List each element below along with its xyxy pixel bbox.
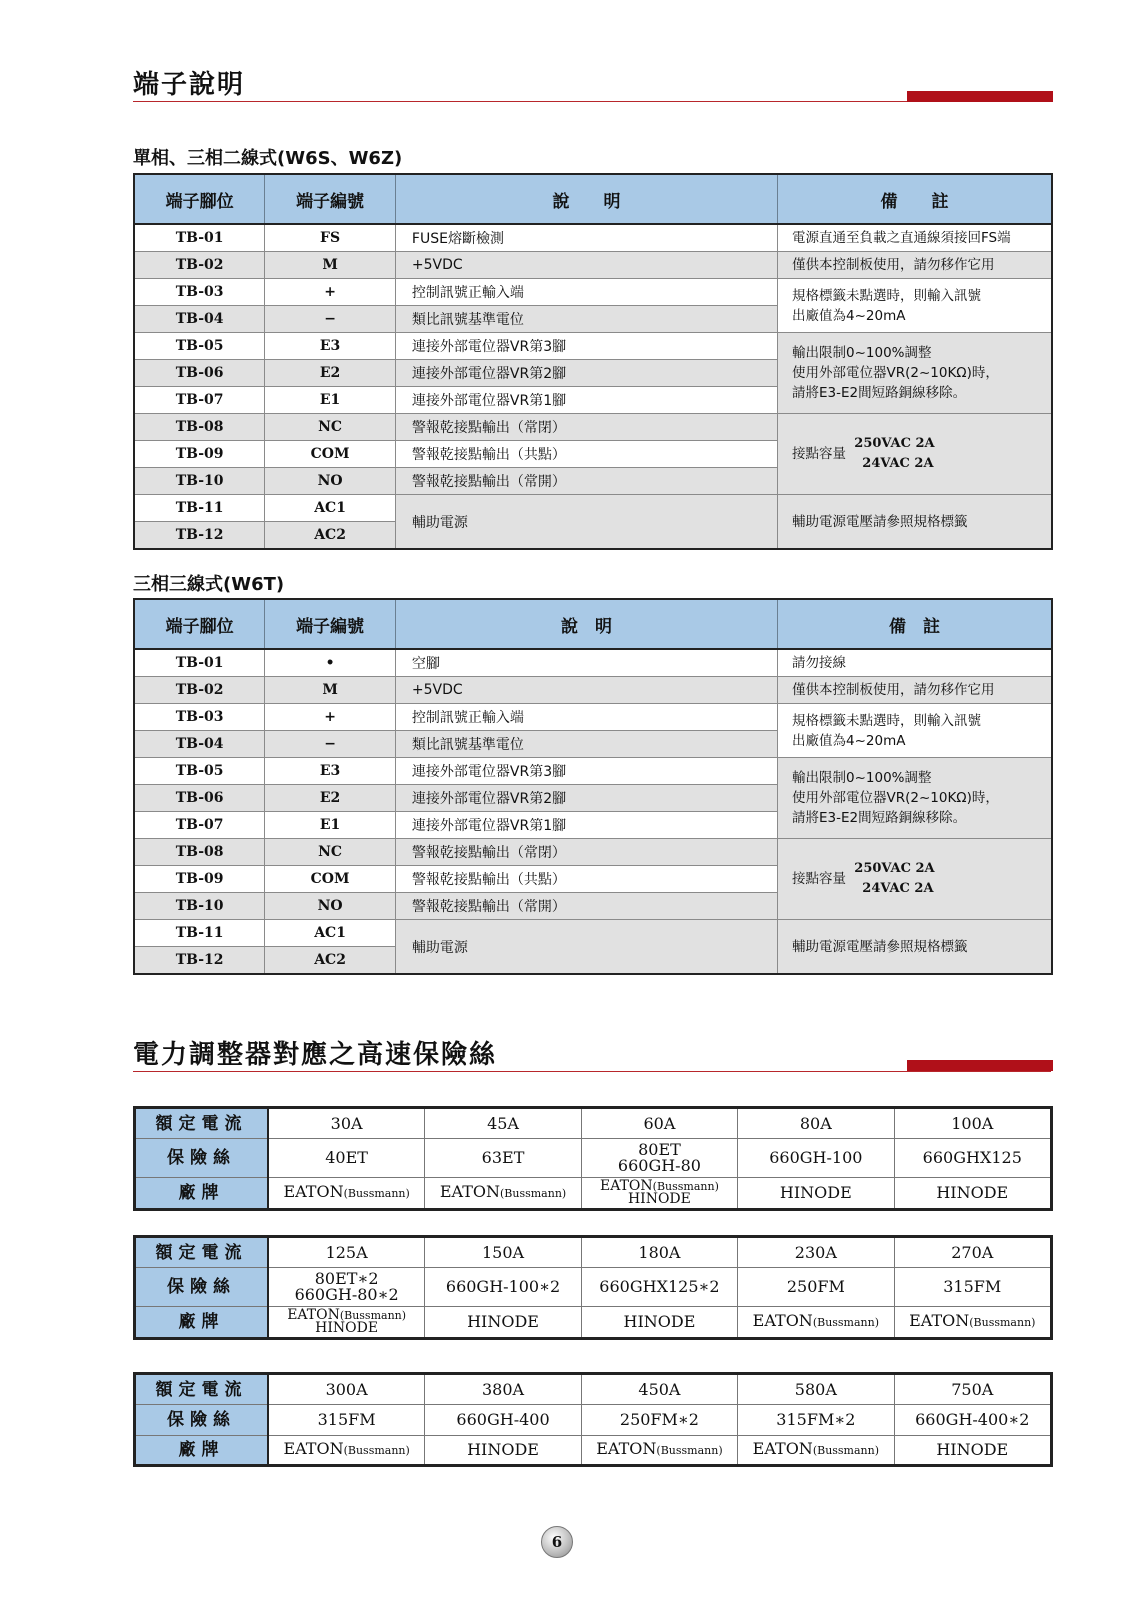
note-cell: 輔助電源電壓請參照規格標籤 bbox=[777, 920, 1052, 975]
table-row bbox=[134, 333, 1052, 360]
fuse-cell bbox=[581, 1268, 737, 1307]
table-header-row bbox=[134, 174, 1052, 224]
fuse-cell: 660GH-400∗2 bbox=[894, 1405, 1051, 1436]
note-line: 輸出限制0~100%調整 bbox=[791, 345, 932, 361]
fuse-row-brand bbox=[135, 1178, 1052, 1210]
brand-name: HINODE bbox=[315, 1320, 379, 1336]
brand-sub: (Bussmann) bbox=[343, 1187, 410, 1200]
fuse-row-current bbox=[135, 1108, 1052, 1139]
desc-cell: 控制訊號正輸入端 bbox=[395, 279, 777, 306]
label-current: 額定電流 bbox=[135, 1108, 268, 1139]
code-cell: E3 bbox=[265, 758, 396, 785]
brand-sub: (Bussmann) bbox=[339, 1309, 407, 1322]
code-cell: NO bbox=[265, 893, 396, 920]
current-cell: 80A bbox=[738, 1108, 894, 1139]
code-cell: NC bbox=[265, 414, 396, 441]
pin-cell: TB-06 bbox=[134, 785, 265, 812]
code-cell: AC2 bbox=[265, 522, 396, 550]
pin-cell: TB-12 bbox=[134, 947, 265, 975]
brand-sub: (Bussmann) bbox=[500, 1187, 567, 1200]
current-cell: 300A bbox=[268, 1374, 425, 1405]
section-title-terminals: 端子說明 bbox=[133, 70, 246, 100]
brand-cell bbox=[738, 1307, 894, 1339]
fuse-cell bbox=[894, 1139, 1051, 1178]
brand-sub: (Bussmann) bbox=[656, 1444, 723, 1457]
fuse-model: 315FM bbox=[943, 1277, 1002, 1296]
contact-capacity-values bbox=[854, 859, 934, 899]
pin-cell: TB-11 bbox=[134, 495, 265, 522]
section-title-fuses: 電力調整器對應之高速保險絲 bbox=[133, 1040, 498, 1070]
current-cell: 450A bbox=[581, 1374, 737, 1405]
fuse-cell: 315FM∗2 bbox=[738, 1405, 894, 1436]
desc-cell: 警報乾接點輸出（常開） bbox=[395, 468, 777, 495]
col-header-note: 備 註 bbox=[777, 599, 1052, 649]
note-cell: 僅供本控制板使用，請勿移作它用 bbox=[777, 252, 1052, 279]
terminal-table-w6t bbox=[133, 598, 1053, 975]
label-brand: 廠牌 bbox=[135, 1178, 268, 1210]
desc-cell: 連接外部電位器VR第1腳 bbox=[395, 812, 777, 839]
current-cell: 180A bbox=[581, 1237, 737, 1268]
brand-sub: (Bussmann) bbox=[812, 1316, 880, 1329]
note-cell bbox=[777, 333, 1052, 414]
fuse-model: 80ET∗2 bbox=[314, 1269, 379, 1288]
brand-sub: (Bussmann) bbox=[812, 1444, 880, 1457]
current-cell: 125A bbox=[268, 1237, 425, 1268]
note-cell: 僅供本控制板使用，請勿移作它用 bbox=[777, 677, 1052, 704]
col-header-desc: 說 明 bbox=[395, 174, 777, 224]
code-cell: FS bbox=[265, 224, 396, 252]
fuse-cell: 660GH-400 bbox=[425, 1405, 581, 1436]
current-cell: 230A bbox=[738, 1237, 894, 1268]
code-cell: NC bbox=[265, 839, 396, 866]
fuse-row-current bbox=[135, 1237, 1052, 1268]
note-line: 請將E3-E2間短路銅線移除。 bbox=[791, 810, 967, 826]
code-cell: AC1 bbox=[265, 920, 396, 947]
desc-cell: +5VDC bbox=[395, 677, 777, 704]
brand-name: EATON bbox=[752, 1311, 813, 1330]
brand-name: HINODE bbox=[623, 1312, 696, 1331]
code-cell: E1 bbox=[265, 387, 396, 414]
fuse-cell bbox=[581, 1139, 737, 1178]
desc-cell: 空腳 bbox=[395, 649, 777, 677]
fuse-cell bbox=[425, 1139, 581, 1178]
label-fuse: 保險絲 bbox=[135, 1139, 268, 1178]
col-header-note: 備 註 bbox=[777, 174, 1052, 224]
code-cell: E3 bbox=[265, 333, 396, 360]
brand-name: EATON bbox=[596, 1439, 657, 1458]
col-header-pin: 端子腳位 bbox=[134, 599, 265, 649]
code-cell: E1 bbox=[265, 812, 396, 839]
brand-sub: (Bussmann) bbox=[969, 1316, 1036, 1329]
brand-cell bbox=[425, 1178, 581, 1210]
brand-name: EATON bbox=[909, 1311, 970, 1330]
fuse-model: 660GH-80 bbox=[617, 1156, 701, 1175]
code-cell: E2 bbox=[265, 360, 396, 387]
page-number: 6 bbox=[541, 1526, 573, 1558]
label-current: 額定電流 bbox=[135, 1237, 268, 1268]
col-header-pin: 端子腳位 bbox=[134, 174, 265, 224]
desc-cell: +5VDC bbox=[395, 252, 777, 279]
table-row bbox=[134, 649, 1052, 677]
code-cell: • bbox=[265, 649, 396, 677]
brand-cell bbox=[894, 1436, 1051, 1466]
code-cell: M bbox=[265, 252, 396, 279]
brand-cell bbox=[581, 1307, 737, 1339]
fuse-model: 660GHX125∗2 bbox=[599, 1277, 720, 1296]
capacity-value: 250VAC 2A bbox=[854, 861, 935, 876]
pin-cell: TB-02 bbox=[134, 252, 265, 279]
fuse-model: 63ET bbox=[481, 1148, 525, 1167]
current-cell: 270A bbox=[894, 1237, 1051, 1268]
pin-cell: TB-02 bbox=[134, 677, 265, 704]
fuse-model: 250FM bbox=[786, 1277, 845, 1296]
brand-cell bbox=[425, 1307, 581, 1339]
table-row bbox=[134, 677, 1052, 704]
current-cell: 750A bbox=[894, 1374, 1051, 1405]
contact-capacity-values bbox=[854, 434, 934, 474]
brand-name: HINODE bbox=[627, 1191, 691, 1207]
fuse-row-current bbox=[135, 1374, 1052, 1405]
fuse-cell bbox=[894, 1268, 1051, 1307]
brand-sub: (Bussmann) bbox=[343, 1444, 410, 1457]
note-line: 規格標籤未點選時，則輸入訊號 bbox=[791, 287, 981, 304]
code-cell: M bbox=[265, 677, 396, 704]
fuse-model: 660GH-80∗2 bbox=[294, 1285, 399, 1304]
note-line: 使用外部電位器VR(2~10KΩ)時， bbox=[791, 790, 999, 806]
desc-cell: 控制訊號正輸入端 bbox=[395, 704, 777, 731]
note-line: 輸出限制0~100%調整 bbox=[791, 770, 932, 786]
code-cell: COM bbox=[265, 866, 396, 893]
brand-cell bbox=[581, 1178, 737, 1210]
brand-name: HINODE bbox=[936, 1183, 1009, 1202]
brand-name: EATON bbox=[600, 1178, 653, 1194]
fuse-table-1 bbox=[133, 1106, 1053, 1211]
desc-cell: 類比訊號基準電位 bbox=[395, 731, 777, 758]
fuse-table-3 bbox=[133, 1372, 1053, 1467]
note-line: 出廠值為4~20mA bbox=[791, 732, 906, 749]
brand-name: HINODE bbox=[467, 1440, 539, 1459]
brand-name: HINODE bbox=[779, 1183, 852, 1202]
label-brand: 廠牌 bbox=[135, 1307, 268, 1339]
note-line: 規格標籤未點選時，則輸入訊號 bbox=[791, 712, 981, 729]
note-cell bbox=[777, 758, 1052, 839]
brand-cell bbox=[268, 1178, 425, 1210]
code-cell: + bbox=[265, 704, 396, 731]
contact-capacity-label: 接點容量 bbox=[791, 871, 846, 887]
current-cell: 30A bbox=[268, 1108, 425, 1139]
code-cell: E2 bbox=[265, 785, 396, 812]
brand-cell bbox=[581, 1436, 737, 1466]
pin-cell: TB-07 bbox=[134, 812, 265, 839]
table-row bbox=[134, 224, 1052, 252]
label-brand: 廠牌 bbox=[135, 1436, 268, 1466]
code-cell: − bbox=[265, 731, 396, 758]
table-row bbox=[134, 920, 1052, 947]
brand-cell bbox=[425, 1436, 581, 1466]
fuse-model: 660GHX125 bbox=[922, 1148, 1022, 1167]
note-cell bbox=[777, 839, 1052, 920]
current-cell: 580A bbox=[738, 1374, 894, 1405]
brand-name: HINODE bbox=[936, 1440, 1009, 1459]
fuse-model: 660GH-100 bbox=[769, 1148, 863, 1167]
fuse-cell bbox=[425, 1268, 581, 1307]
brand-cell bbox=[268, 1436, 425, 1466]
fuse-model: 40ET bbox=[325, 1148, 368, 1167]
fuse-cell bbox=[268, 1139, 425, 1178]
col-header-code: 端子編號 bbox=[265, 599, 396, 649]
pin-cell: TB-05 bbox=[134, 333, 265, 360]
fuse-cell bbox=[738, 1268, 894, 1307]
desc-cell: 連接外部電位器VR第3腳 bbox=[395, 758, 777, 785]
fuse-cell bbox=[268, 1268, 425, 1307]
col-header-desc: 說 明 bbox=[395, 599, 777, 649]
table-row bbox=[134, 252, 1052, 279]
brand-name: EATON bbox=[283, 1182, 344, 1201]
title-accent-bar bbox=[907, 91, 1053, 102]
code-cell: COM bbox=[265, 441, 396, 468]
code-cell: NO bbox=[265, 468, 396, 495]
fuse-table-2 bbox=[133, 1235, 1053, 1340]
pin-cell: TB-12 bbox=[134, 522, 265, 550]
pin-cell: TB-01 bbox=[134, 649, 265, 677]
note-line: 請將E3-E2間短路銅線移除。 bbox=[791, 385, 967, 401]
current-cell: 150A bbox=[425, 1237, 581, 1268]
table-row bbox=[134, 704, 1052, 731]
fuse-row-model bbox=[135, 1405, 1052, 1436]
brand-cell bbox=[894, 1178, 1051, 1210]
desc-cell: 輔助電源 bbox=[395, 495, 777, 550]
capacity-value: 24VAC 2A bbox=[862, 881, 934, 896]
table-row bbox=[134, 495, 1052, 522]
code-cell: + bbox=[265, 279, 396, 306]
pin-cell: TB-07 bbox=[134, 387, 265, 414]
table-row bbox=[134, 758, 1052, 785]
note-cell: 輔助電源電壓請參照規格標籤 bbox=[777, 495, 1052, 550]
pin-cell: TB-10 bbox=[134, 893, 265, 920]
brand-cell bbox=[268, 1307, 425, 1339]
desc-cell: 警報乾接點輸出（常開） bbox=[395, 893, 777, 920]
brand-name: EATON bbox=[283, 1439, 344, 1458]
current-cell: 45A bbox=[425, 1108, 581, 1139]
desc-cell: 連接外部電位器VR第1腳 bbox=[395, 387, 777, 414]
note-cell bbox=[777, 704, 1052, 758]
fuse-model: 660GH-100∗2 bbox=[445, 1277, 561, 1296]
fuse-cell: 250FM∗2 bbox=[581, 1405, 737, 1436]
pin-cell: TB-01 bbox=[134, 224, 265, 252]
pin-cell: TB-03 bbox=[134, 279, 265, 306]
label-fuse: 保險絲 bbox=[135, 1405, 268, 1436]
note-cell bbox=[777, 414, 1052, 495]
pin-cell: TB-08 bbox=[134, 414, 265, 441]
fuse-model: 80ET bbox=[638, 1140, 681, 1159]
table-header-row bbox=[134, 599, 1052, 649]
note-cell bbox=[777, 279, 1052, 333]
code-cell: AC1 bbox=[265, 495, 396, 522]
brand-sub: (Bussmann) bbox=[652, 1180, 719, 1193]
table-row bbox=[134, 414, 1052, 441]
desc-cell: 連接外部電位器VR第3腳 bbox=[395, 333, 777, 360]
desc-cell: 連接外部電位器VR第2腳 bbox=[395, 360, 777, 387]
note-line: 使用外部電位器VR(2~10KΩ)時， bbox=[791, 365, 999, 381]
pin-cell: TB-11 bbox=[134, 920, 265, 947]
table-row bbox=[134, 839, 1052, 866]
note-cell: 電源直通至負載之直通線須接回FS端 bbox=[777, 224, 1052, 252]
pin-cell: TB-04 bbox=[134, 731, 265, 758]
fuse-row-model bbox=[135, 1268, 1052, 1307]
label-fuse: 保險絲 bbox=[135, 1268, 268, 1307]
pin-cell: TB-03 bbox=[134, 704, 265, 731]
brand-name: EATON bbox=[752, 1439, 813, 1458]
current-cell: 60A bbox=[581, 1108, 737, 1139]
brand-name: EATON bbox=[287, 1307, 340, 1323]
brand-cell bbox=[738, 1436, 894, 1466]
fuse-row-model bbox=[135, 1139, 1052, 1178]
contact-capacity-label: 接點容量 bbox=[791, 446, 846, 462]
current-cell: 380A bbox=[425, 1374, 581, 1405]
table2-title: 三相三線式(W6T) bbox=[133, 574, 285, 595]
fuse-row-brand bbox=[135, 1307, 1052, 1339]
col-header-code: 端子編號 bbox=[265, 174, 396, 224]
pin-cell: TB-05 bbox=[134, 758, 265, 785]
capacity-value: 24VAC 2A bbox=[862, 456, 934, 471]
capacity-value: 250VAC 2A bbox=[854, 436, 935, 451]
note-cell: 請勿接線 bbox=[777, 649, 1052, 677]
pin-cell: TB-09 bbox=[134, 441, 265, 468]
current-cell: 100A bbox=[894, 1108, 1051, 1139]
desc-cell: 警報乾接點輸出（常閉） bbox=[395, 414, 777, 441]
pin-cell: TB-06 bbox=[134, 360, 265, 387]
fuse-cell bbox=[738, 1139, 894, 1178]
fuse-cell: 315FM bbox=[268, 1405, 425, 1436]
brand-name: HINODE bbox=[467, 1312, 539, 1331]
brand-cell bbox=[738, 1178, 894, 1210]
table-row bbox=[134, 279, 1052, 306]
desc-cell: 警報乾接點輸出（共點） bbox=[395, 441, 777, 468]
code-cell: − bbox=[265, 306, 396, 333]
desc-cell: 警報乾接點輸出（共點） bbox=[395, 866, 777, 893]
pin-cell: TB-04 bbox=[134, 306, 265, 333]
pin-cell: TB-09 bbox=[134, 866, 265, 893]
note-line: 出廠值為4~20mA bbox=[791, 307, 906, 324]
desc-cell: 警報乾接點輸出（常閉） bbox=[395, 839, 777, 866]
brand-cell bbox=[894, 1307, 1051, 1339]
desc-cell: 連接外部電位器VR第2腳 bbox=[395, 785, 777, 812]
fuse-row-brand bbox=[135, 1436, 1052, 1466]
title-accent-bar bbox=[907, 1060, 1053, 1071]
pin-cell: TB-08 bbox=[134, 839, 265, 866]
table1-title: 單相、三相二線式(W6S、W6Z) bbox=[133, 148, 403, 169]
terminal-table-w6s bbox=[133, 173, 1053, 550]
desc-cell: 類比訊號基準電位 bbox=[395, 306, 777, 333]
desc-cell: 輔助電源 bbox=[395, 920, 777, 975]
label-current: 額定電流 bbox=[135, 1374, 268, 1405]
brand-name: EATON bbox=[439, 1182, 500, 1201]
code-cell: AC2 bbox=[265, 947, 396, 975]
pin-cell: TB-10 bbox=[134, 468, 265, 495]
desc-cell: FUSE熔斷檢測 bbox=[395, 224, 777, 252]
title-rule bbox=[133, 1071, 1051, 1072]
